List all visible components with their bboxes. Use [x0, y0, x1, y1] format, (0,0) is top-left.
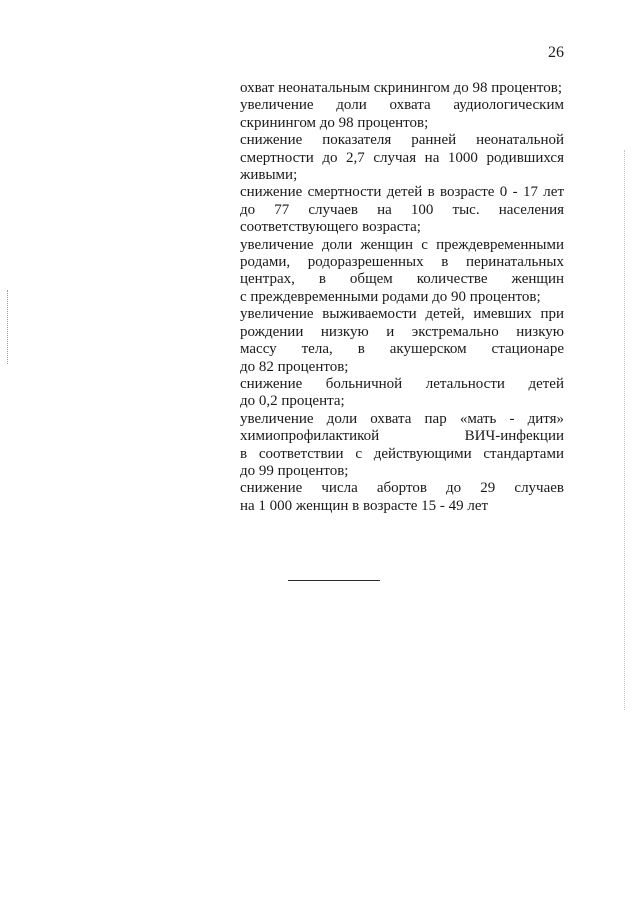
text-line: охват неонатальным скринингом до 98 процентов; — [240, 80, 563, 96]
text-line: соответствующего возраста; — [240, 219, 421, 236]
text-line: на 1 000 женщин в возрасте 15 - 49 лет — [240, 497, 489, 514]
list-item — [240, 132, 564, 184]
text-line: до 0,2 процента; — [240, 393, 345, 410]
list-item — [240, 411, 564, 481]
text-line: массу тела, в акушерском стационаре — [240, 341, 564, 358]
list-item — [240, 306, 564, 376]
text-line: снижение больничной летальности детей — [240, 375, 564, 392]
list-item — [240, 480, 564, 515]
text-line: до 82 процентов; — [240, 358, 349, 375]
text-line: увеличение выживаемости детей, имевших при — [240, 306, 564, 323]
text-line: смертности до 2,7 случая на 1000 родившихся — [240, 149, 564, 166]
list-item — [240, 376, 564, 411]
text-line: до 99 процентов; — [240, 462, 349, 479]
text-line: снижение числа абортов до 29 случаев — [240, 480, 564, 497]
text-line: родами, родоразрешенных в перинатальных — [240, 254, 564, 271]
text-line: в соответствии с действующими стандартами — [240, 445, 564, 462]
text-line: снижение смертности детей в возрасте 0 - 17 лет — [240, 184, 564, 201]
list-item — [240, 97, 564, 132]
text-line: живыми; — [240, 167, 298, 184]
text-line: рождении низкую и экстремально низкую — [240, 323, 564, 340]
text-line: химиопрофилактикой ВИЧ-инфекции — [240, 428, 564, 445]
text-line: с преждевременными родами до 90 процентов; — [240, 288, 541, 305]
text-line: до 77 случаев на 100 тыс. населения — [240, 201, 564, 218]
scan-artifact — [624, 150, 625, 710]
scan-artifact — [7, 290, 8, 364]
text-line: центрах, в общем количестве женщин — [240, 271, 564, 288]
end-separator-line — [288, 580, 380, 581]
text-line: снижение показателя ранней неонатальной — [240, 132, 564, 149]
indicator-list — [240, 80, 564, 515]
text-line: увеличение доли охвата аудиологическим — [240, 97, 564, 114]
list-item — [240, 80, 564, 97]
text-line: увеличение доли охвата пар «мать - дитя» — [240, 410, 564, 427]
text-line: увеличение доли женщин с преждевременными — [240, 236, 564, 253]
list-item — [240, 184, 564, 236]
text-line: скринингом до 98 процентов; — [240, 114, 429, 131]
page-number: 26 — [548, 44, 564, 61]
list-item — [240, 237, 564, 307]
